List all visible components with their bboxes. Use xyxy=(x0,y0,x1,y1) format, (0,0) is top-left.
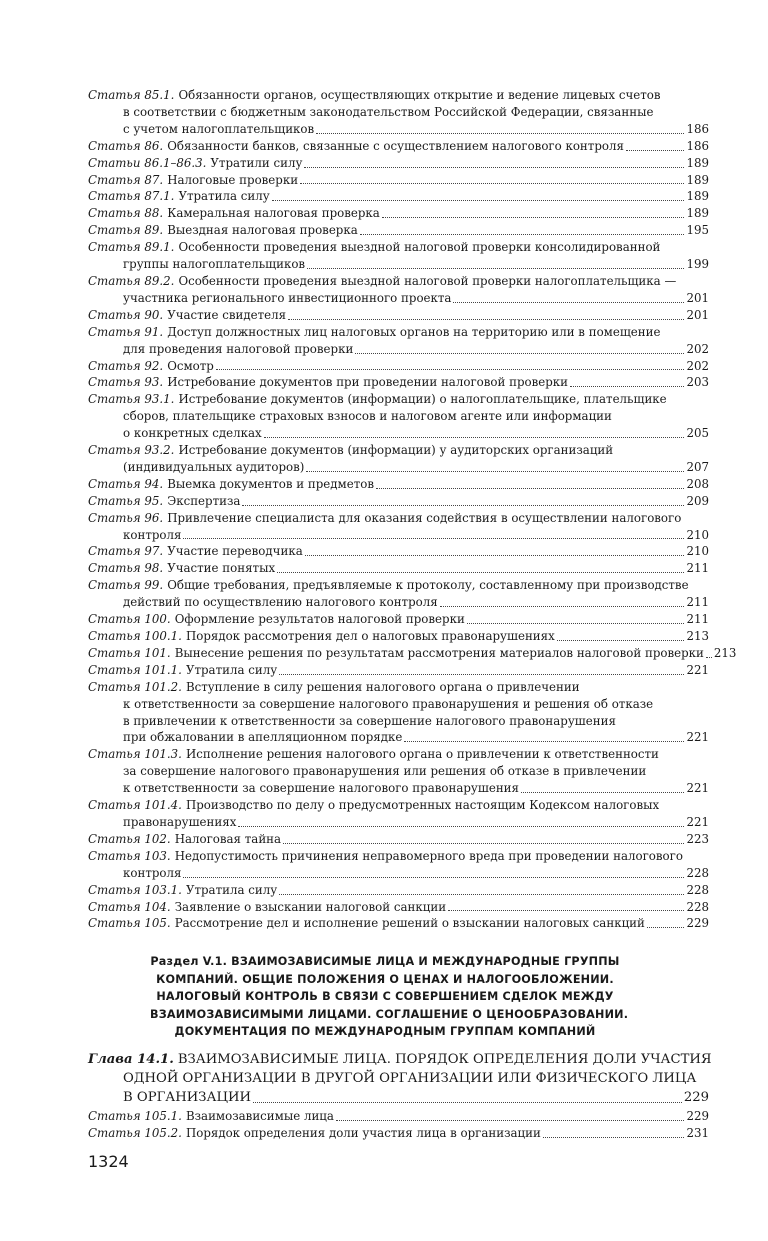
article-title: в соответствии с бюджетным законодательством Российской Федерации, связанные xyxy=(123,104,654,119)
toc-entry-line xyxy=(88,527,709,544)
article-number: Статья 100. xyxy=(88,612,171,627)
toc-entry xyxy=(88,324,709,358)
article-title: Участие понятых xyxy=(167,561,276,576)
toc-entry xyxy=(88,493,709,510)
section-heading-line: НАЛОГОВЫЙ КОНТРОЛЬ В СВЯЗИ С СОВЕРШЕНИЕМ СДЕЛОК МЕЖДУ xyxy=(156,990,614,1004)
article-number: Статья 93. xyxy=(88,375,164,390)
toc-entry xyxy=(88,510,709,544)
article-number: Статья 87. xyxy=(88,172,164,187)
article-title: Особенности проведения выездной налоговой проверки консолидированной xyxy=(178,240,661,255)
toc-entry xyxy=(88,1050,712,1107)
toc-entry xyxy=(88,1108,709,1125)
article-number: Статья 101. xyxy=(88,645,171,660)
article-number: Статья 93.2. xyxy=(88,443,175,458)
toc-page-number: 229 xyxy=(686,1109,709,1123)
article-title: к ответственности за совершение налогового правонарушения и решения об отказе xyxy=(123,696,654,711)
toc-entry-line xyxy=(88,374,709,391)
toc-entry-line xyxy=(88,611,709,628)
article-number: Глава 14.1. xyxy=(88,1052,174,1067)
dot-leader xyxy=(288,319,684,320)
dot-leader xyxy=(279,674,684,675)
toc-page-number: 189 xyxy=(686,172,709,187)
toc-page-number: 202 xyxy=(686,341,709,356)
toc-page-number: 186 xyxy=(686,121,709,136)
section-heading xyxy=(150,953,629,1041)
toc-entry-line xyxy=(88,780,709,797)
article-number: Статья 93.1. xyxy=(88,392,175,407)
article-title: Участие переводчика xyxy=(167,544,303,559)
toc-entry xyxy=(88,273,709,307)
toc-entry xyxy=(88,391,709,442)
article-title: Порядок определения доли участия лица в организации xyxy=(185,1125,541,1140)
toc-entry xyxy=(88,476,709,493)
article-title: Выемка документов и предметов xyxy=(167,476,374,491)
toc-page-number: 201 xyxy=(686,307,709,322)
toc-entry xyxy=(88,797,709,831)
toc-entry xyxy=(88,611,709,628)
dot-leader xyxy=(238,826,684,827)
toc-entry xyxy=(88,746,709,797)
toc-page-number: 186 xyxy=(686,138,709,153)
toc-entry-line xyxy=(88,746,709,763)
toc-entry-line xyxy=(88,814,709,831)
article-title: о конкретных сделках xyxy=(123,426,262,441)
dot-leader xyxy=(570,386,684,387)
article-title: за совершение налогового правонарушения или решения об отказе в привлечении xyxy=(123,764,647,779)
toc-entry xyxy=(88,155,709,172)
toc-entry-line xyxy=(88,1050,712,1069)
dot-leader xyxy=(706,657,712,658)
toc-page-number: 195 xyxy=(686,223,709,238)
article-title: Порядок рассмотрения дел о налоговых правонарушениях xyxy=(185,629,555,643)
toc-entry-line xyxy=(88,138,709,155)
article-number: Статья 101.2. xyxy=(88,679,182,694)
article-title: Взаимозависимые лица xyxy=(185,1109,334,1123)
dot-leader xyxy=(306,471,684,472)
article-title: при обжаловании в апелляционном порядке xyxy=(123,730,403,745)
toc-entry-line xyxy=(88,899,709,916)
dot-leader xyxy=(316,133,684,134)
article-title: Вступление в силу решения налогового органа о привлечении xyxy=(185,679,580,694)
toc-entry-line xyxy=(88,172,709,189)
toc-entry-line xyxy=(88,87,709,104)
article-number: Статья 101.4. xyxy=(88,798,182,813)
article-title: ОДНОЙ ОРГАНИЗАЦИИ В ДРУГОЙ ОРГАНИЗАЦИИ ИЛИ ФИЗИЧЕСКОГО ЛИЦА xyxy=(123,1071,697,1086)
toc-entry-line xyxy=(88,577,709,594)
article-number: Статьи 86.1–86.3. xyxy=(88,155,207,170)
toc-page-number: 203 xyxy=(686,375,709,390)
article-title: к ответственности за совершение налогового правонарушения xyxy=(123,781,519,796)
toc-page-number: 221 xyxy=(686,814,709,829)
toc-page-number: 189 xyxy=(686,206,709,221)
toc-page-number: 211 xyxy=(686,612,709,627)
dot-leader xyxy=(360,234,685,235)
article-number: Статья 89. xyxy=(88,223,164,238)
article-title: в привлечении к ответственности за совершение налогового правонарушения xyxy=(123,713,616,728)
toc-entry-line xyxy=(88,882,709,899)
article-title: Рассмотрение дел и исполнение решений о взыскании налоговых санкций xyxy=(174,916,645,931)
toc-page-number: 221 xyxy=(686,781,709,796)
toc-entry-line xyxy=(88,307,709,324)
toc-entry-line xyxy=(88,713,709,730)
dot-leader xyxy=(307,268,684,269)
toc-page-number: 199 xyxy=(686,257,709,272)
toc-entry-line xyxy=(88,560,709,577)
article-title: Налоговые проверки xyxy=(167,172,299,187)
toc-entry xyxy=(88,138,709,155)
article-title: с учетом налогоплательщиков xyxy=(123,121,315,136)
article-number: Статья 100.1. xyxy=(88,629,182,643)
article-number: Статья 90. xyxy=(88,307,164,322)
toc-entry xyxy=(88,645,737,662)
table-of-contents-continued xyxy=(88,1108,709,1142)
dot-leader xyxy=(264,437,685,438)
toc-entry-line xyxy=(88,1069,709,1088)
toc-page-number: 209 xyxy=(686,493,709,508)
toc-entry xyxy=(88,679,709,747)
toc-entry xyxy=(88,205,709,222)
article-number: Статья 102. xyxy=(88,831,171,846)
toc-entry-line xyxy=(88,848,709,865)
article-title: Вынесение решения по результатам рассмотрения материалов налоговой проверки xyxy=(174,645,704,660)
article-title: Особенности проведения выездной налоговой проверки налогоплательщика — xyxy=(178,273,677,288)
article-title: группы налогоплательщиков xyxy=(123,257,306,272)
article-title: Выездная налоговая проверка xyxy=(167,223,358,238)
toc-page-number: 213 xyxy=(686,629,709,643)
toc-entry xyxy=(88,188,709,205)
article-number: Статья 97. xyxy=(88,544,164,559)
dot-leader xyxy=(543,1137,685,1138)
article-title: В ОРГАНИЗАЦИИ xyxy=(123,1090,251,1105)
article-title: Участие свидетеля xyxy=(167,307,287,322)
table-of-contents xyxy=(88,87,737,932)
article-number: Статья 86. xyxy=(88,138,164,153)
article-number: Статья 103.1. xyxy=(88,882,182,897)
article-number: Статья 89.2. xyxy=(88,273,175,288)
toc-entry-line xyxy=(88,763,709,780)
article-title: Камеральная налоговая проверка xyxy=(167,206,380,221)
toc-entry-line xyxy=(88,188,709,205)
toc-entry xyxy=(88,239,709,273)
article-number: Статья 96. xyxy=(88,510,164,525)
toc-entry xyxy=(88,560,709,577)
dot-leader xyxy=(279,894,684,895)
article-title: сборов, плательщике страховых взносов и налоговом агенте или информации xyxy=(123,409,612,424)
article-title: Исполнение решения налогового органа о привлечении к ответственности xyxy=(185,747,659,762)
article-title: Оформление результатов налоговой проверки xyxy=(174,612,465,627)
toc-page-number: 207 xyxy=(686,459,709,474)
dot-leader xyxy=(183,538,684,539)
article-number: Статья 105.1. xyxy=(88,1109,182,1123)
toc-entry-line xyxy=(88,104,709,121)
article-title: Утратила силу xyxy=(185,882,278,897)
section-heading-line: Раздел V.1. ВЗАИМОЗАВИСИМЫЕ ЛИЦА И МЕЖДУНАРОДНЫЕ ГРУППЫ xyxy=(150,955,620,968)
toc-entry xyxy=(88,442,709,476)
toc-entry-line xyxy=(88,459,709,476)
article-title: Общие требования, предъявляемые к протоколу, составленному при производстве xyxy=(167,578,689,593)
toc-entry-line xyxy=(88,290,709,307)
toc-entry-line xyxy=(88,865,709,882)
article-title: Привлечение специалиста для оказания содействия в осуществлении налогового xyxy=(167,510,682,525)
article-title: участника регионального инвестиционного проекта xyxy=(123,290,452,305)
toc-entry-line xyxy=(88,155,709,172)
toc-entry-line xyxy=(88,205,709,222)
toc-entry-line xyxy=(88,729,709,746)
article-title: Истребование документов (информации) о налогоплательщике, плательщике xyxy=(178,392,667,407)
toc-page-number: 223 xyxy=(686,831,709,846)
toc-entry xyxy=(88,662,709,679)
article-title: действий по осуществлению налогового контроля xyxy=(123,595,438,610)
toc-entry xyxy=(88,1125,709,1142)
dot-leader xyxy=(283,843,684,844)
dot-leader xyxy=(626,150,685,151)
toc-page-number: 211 xyxy=(686,595,709,610)
dot-leader xyxy=(272,200,685,201)
page-number: 1324 xyxy=(88,1152,129,1171)
article-title: (индивидуальных аудиторов) xyxy=(123,459,305,474)
article-title: контроля xyxy=(123,865,182,880)
toc-entry-line xyxy=(88,239,709,256)
dot-leader xyxy=(253,1102,682,1103)
toc-page-number: 210 xyxy=(686,527,709,542)
toc-page-number: 229 xyxy=(686,916,709,931)
toc-entry-line xyxy=(88,1108,709,1125)
dot-leader xyxy=(647,927,685,928)
toc-entry xyxy=(88,628,709,645)
article-title: ВЗАИМОЗАВИСИМЫЕ ЛИЦА. ПОРЯДОК ОПРЕДЕЛЕНИЯ ДОЛИ УЧАСТИЯ xyxy=(177,1052,712,1067)
toc-page-number: 205 xyxy=(686,426,709,441)
article-title: Утратили силу xyxy=(210,155,303,170)
section-heading-line: ДОКУМЕНТАЦИЯ ПО МЕЖДУНАРОДНЫМ ГРУППАМ КОМПАНИЙ xyxy=(174,1025,596,1039)
article-number: Статья 101.3. xyxy=(88,747,182,762)
dot-leader xyxy=(467,623,685,624)
toc-entry-line xyxy=(88,1088,709,1107)
toc-page-number: 213 xyxy=(713,645,737,660)
toc-entry-line xyxy=(88,662,709,679)
toc-entry xyxy=(88,374,709,391)
toc-page-number: 210 xyxy=(686,544,709,559)
toc-entry xyxy=(88,915,709,932)
toc-entry-line xyxy=(88,273,709,290)
dot-leader xyxy=(382,217,685,218)
toc-page-number: 228 xyxy=(686,899,709,914)
toc-entry-line xyxy=(88,594,709,611)
dot-leader xyxy=(376,488,684,489)
dot-leader xyxy=(404,741,684,742)
article-number: Статья 105. xyxy=(88,916,171,931)
dot-leader xyxy=(304,167,684,168)
toc-entry-line xyxy=(88,121,709,138)
toc-entry-line xyxy=(88,408,709,425)
article-number: Статья 99. xyxy=(88,578,164,593)
article-title: Истребование документов при проведении налоговой проверки xyxy=(167,375,569,390)
dot-leader xyxy=(242,505,684,506)
toc-entry xyxy=(88,222,709,239)
toc-entry xyxy=(88,307,709,324)
article-number: Статья 103. xyxy=(88,848,171,863)
article-number: Статья 92. xyxy=(88,358,164,373)
toc-page-number: 221 xyxy=(686,730,709,745)
toc-entry-line xyxy=(88,628,709,645)
toc-entry-line xyxy=(88,493,709,510)
article-title: Обязанности органов, осуществляющих открытие и ведение лицевых счетов xyxy=(178,88,661,102)
dot-leader xyxy=(277,572,684,573)
article-number: Статья 94. xyxy=(88,476,164,491)
article-title: правонарушениях xyxy=(123,814,237,829)
article-number: Статья 95. xyxy=(88,493,164,508)
toc-entry-line xyxy=(88,256,709,273)
toc-entry xyxy=(88,87,709,138)
article-number: Статья 105.2. xyxy=(88,1125,182,1140)
article-title: для проведения налоговой проверки xyxy=(123,341,354,356)
article-title: контроля xyxy=(123,527,182,542)
toc-entry xyxy=(88,831,709,848)
article-title: Экспертиза xyxy=(167,493,241,508)
toc-page-number: 208 xyxy=(686,476,709,491)
article-title: Обязанности банков, связанные с осуществлением налогового контроля xyxy=(167,138,624,153)
toc-entry-line xyxy=(88,543,709,560)
article-title: Доступ должностных лиц налоговых органов на территорию или в помещение xyxy=(167,324,661,339)
toc-entry xyxy=(88,358,709,375)
article-title: Заявление о взыскании налоговой санкции xyxy=(174,899,447,914)
toc-entry-line xyxy=(88,425,709,442)
toc-entry xyxy=(88,848,709,882)
toc-entry-line xyxy=(88,679,709,696)
dot-leader xyxy=(453,302,684,303)
dot-leader xyxy=(300,183,684,184)
toc-page-number: 228 xyxy=(686,865,709,880)
toc-entry-line xyxy=(88,645,737,662)
toc-entry-line xyxy=(88,442,709,459)
toc-entry-line xyxy=(88,476,709,493)
toc-page-number: 189 xyxy=(686,189,709,204)
toc-page-number: 201 xyxy=(686,290,709,305)
article-title: Истребование документов (информации) у аудиторских организаций xyxy=(178,443,614,458)
toc-entry-line xyxy=(88,341,709,358)
article-title: Производство по делу о предусмотренных настоящим Кодексом налоговых xyxy=(185,798,660,813)
toc-entry-line xyxy=(88,391,709,408)
chapter-heading xyxy=(88,1050,712,1107)
article-number: Статья 98. xyxy=(88,561,164,576)
section-heading-line: ВЗАИМОЗАВИСИМЫМИ ЛИЦАМИ. СОГЛАШЕНИЕ О ЦЕНООБРАЗОВАНИИ. xyxy=(150,1007,629,1021)
toc-page-number: 202 xyxy=(686,358,709,373)
article-number: Статья 87.1. xyxy=(88,189,175,204)
toc-entry-line xyxy=(88,797,709,814)
article-number: Статья 85.1. xyxy=(88,88,175,102)
article-title: Утратила силу xyxy=(185,662,278,677)
toc-entry xyxy=(88,882,709,899)
article-number: Статья 88. xyxy=(88,206,164,221)
article-title: Утратила силу xyxy=(178,189,270,204)
toc-page-number: 211 xyxy=(686,561,709,576)
toc-entry-line xyxy=(88,1125,709,1142)
toc-page-number: 221 xyxy=(686,662,709,677)
toc-entry-line xyxy=(88,915,709,932)
dot-leader xyxy=(440,606,685,607)
toc-entry-line xyxy=(88,831,709,848)
toc-entry-line xyxy=(88,358,709,375)
article-title: Недопустимость причинения неправомерного вреда при проведении налогового xyxy=(174,848,683,863)
toc-entry-line xyxy=(88,222,709,239)
dot-leader xyxy=(183,877,684,878)
dot-leader xyxy=(521,792,684,793)
dot-leader xyxy=(355,353,684,354)
toc-entry xyxy=(88,172,709,189)
section-heading-line: КОМПАНИЙ. ОБЩИЕ ПОЛОЖЕНИЯ О ЦЕНАХ И НАЛОГООБЛОЖЕНИИ. xyxy=(156,972,614,986)
toc-page-number: 189 xyxy=(686,155,709,170)
toc-entry xyxy=(88,899,709,916)
toc-entry-line xyxy=(88,324,709,341)
dot-leader xyxy=(305,555,685,556)
toc-entry-line xyxy=(88,510,709,527)
toc-entry xyxy=(88,577,709,611)
article-title: Налоговая тайна xyxy=(174,831,282,846)
dot-leader xyxy=(557,640,685,641)
dot-leader xyxy=(448,910,684,911)
toc-page-number: 229 xyxy=(683,1090,709,1105)
article-number: Статья 101.1. xyxy=(88,662,182,677)
toc-entry xyxy=(88,543,709,560)
article-number: Статья 104. xyxy=(88,899,171,914)
toc-page-number: 228 xyxy=(686,882,709,897)
toc-page-number: 231 xyxy=(686,1125,709,1140)
article-title: Осмотр xyxy=(167,358,214,373)
dot-leader xyxy=(216,369,685,370)
dot-leader xyxy=(336,1120,685,1121)
toc-entry-line xyxy=(88,696,709,713)
article-number: Статья 89.1. xyxy=(88,240,175,255)
article-number: Статья 91. xyxy=(88,324,164,339)
